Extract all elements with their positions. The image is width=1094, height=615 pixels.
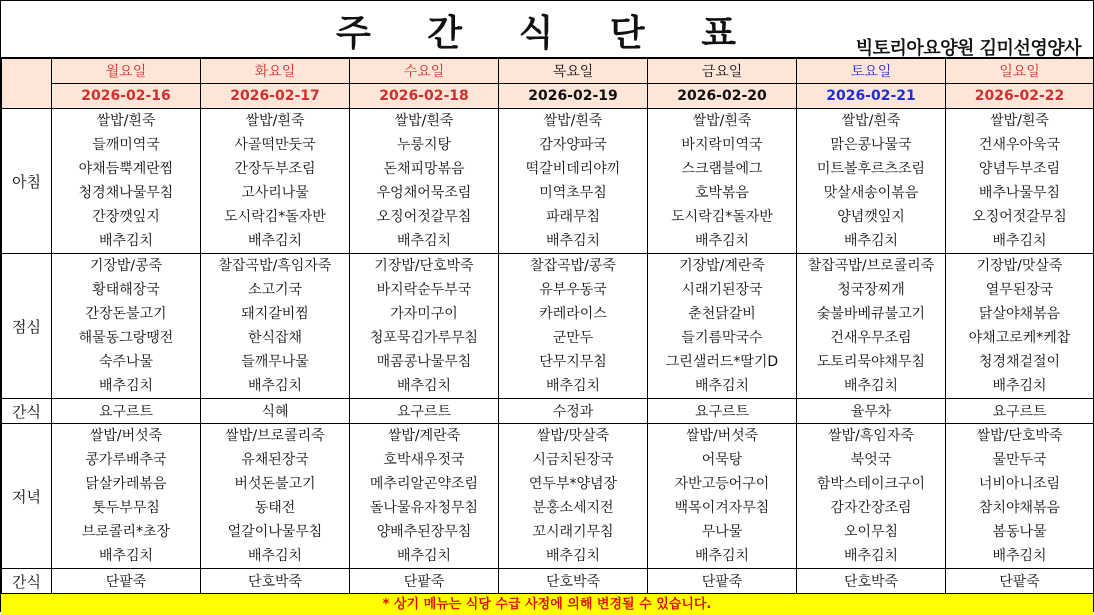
date-row	[2, 84, 1094, 109]
lunch-label: 점심	[2, 254, 52, 399]
menu-item: 쌀밥/브로콜리죽	[225, 428, 325, 444]
menu-item: 들기름막국수	[681, 330, 763, 346]
menu-item: 시래기된장국	[681, 282, 763, 298]
menu-item: 쌀밥/흰죽	[394, 113, 454, 129]
menu-item: 야채고로케*케찹	[968, 330, 1071, 346]
menu-item: 배추김치	[247, 548, 303, 564]
menu-item: 배추김치	[396, 378, 452, 394]
menu-item: 버섯돈불고기	[234, 476, 316, 492]
breakfast-menu-cell	[350, 109, 499, 254]
menu-item: 콩가루배추국	[85, 452, 167, 468]
snack-item: 단팥죽	[52, 569, 201, 594]
menu-item: 군만두	[552, 330, 594, 346]
afternoon-snack-label: 간식	[2, 399, 52, 424]
menu-item: 맛살새송이볶음	[823, 185, 919, 201]
snack-item: 율무차	[797, 399, 946, 424]
menu-item: 오이무침	[843, 524, 899, 540]
day-date: 2026-02-20	[648, 84, 797, 109]
snack-item: 단호박죽	[201, 569, 350, 594]
menu-item: 기장밥/콩죽	[89, 258, 163, 274]
dinner-menu-cell	[797, 424, 946, 569]
weekly-menu-table	[1, 58, 1094, 594]
menu-item: 열무된장국	[985, 282, 1054, 298]
breakfast-menu-cell	[648, 109, 797, 254]
snack-item: 단팥죽	[648, 569, 797, 594]
menu-item: 배추김치	[545, 548, 601, 564]
menu-item: 찰잡곡밥/콩죽	[530, 258, 616, 274]
menu-item: 쌀밥/맛살죽	[536, 428, 610, 444]
lunch-menu-cell	[946, 254, 1094, 399]
menu-item: 소고기국	[247, 282, 303, 298]
lunch-menu-cell	[797, 254, 946, 399]
evening-snack-row	[2, 569, 1094, 594]
menu-item: 오징어젓갈무침	[972, 209, 1067, 225]
day-date: 2026-02-19	[499, 84, 648, 109]
lunch-row	[2, 254, 1094, 399]
menu-item: 가자미구이	[390, 306, 458, 322]
menu-item: 호박볶음	[694, 185, 750, 201]
menu-item: 누룽지탕	[396, 137, 452, 153]
menu-item: 쌀밥/버섯죽	[685, 428, 759, 444]
menu-item: 백목이겨자무침	[674, 500, 770, 516]
menu-item: 브로콜리*초장	[81, 524, 171, 540]
menu-item: 감자양파국	[539, 137, 607, 153]
menu-item: 배추김치	[843, 378, 899, 394]
menu-item: 미역초무침	[539, 185, 607, 201]
menu-item: 호박새우젓국	[383, 452, 465, 468]
menu-item: 분홍소세지전	[532, 500, 614, 516]
menu-item: 황태해장국	[92, 282, 160, 298]
day-name: 월요일	[52, 59, 201, 84]
menu-item: 무나물	[701, 524, 743, 540]
snack-item: 단팥죽	[350, 569, 499, 594]
menu-item: 미트볼후르츠조림	[816, 161, 926, 177]
menu-item: 쌀밥/흰죽	[543, 113, 603, 129]
snack-item: 식혜	[201, 399, 350, 424]
menu-item: 배추김치	[247, 233, 303, 249]
menu-item: 너비아니조림	[978, 476, 1061, 492]
page-title: 주 간 식 단 표	[335, 13, 758, 54]
menu-item: 닭살야채볶음	[978, 306, 1061, 322]
menu-item: 기장밥/단호박죽	[374, 258, 474, 274]
menu-item: 연두부*양념장	[528, 476, 618, 492]
day-name: 화요일	[201, 59, 350, 84]
menu-item: 유부우동국	[539, 282, 607, 298]
day-date: 2026-02-16	[52, 84, 201, 109]
menu-item: 매콤콩나물무침	[376, 354, 472, 370]
menu-item: 들깨미역국	[92, 137, 160, 153]
menu-item: 건새우무조림	[830, 330, 912, 346]
menu-item: 단무지무침	[539, 354, 607, 370]
snack-item: 단팥죽	[946, 569, 1094, 594]
menu-item: 배추김치	[843, 233, 899, 249]
menu-item: 함박스테이크구이	[816, 476, 926, 492]
breakfast-row	[2, 109, 1094, 254]
menu-item: 청경채나물무침	[78, 185, 174, 201]
lunch-menu-cell	[201, 254, 350, 399]
menu-item: 우엉채어묵조림	[376, 185, 472, 201]
menu-item: 배추김치	[396, 233, 452, 249]
menu-item: 양념두부조림	[978, 161, 1061, 177]
menu-item: 쌀밥/단호박죽	[976, 428, 1063, 444]
menu-item: 카레라이스	[539, 306, 607, 322]
day-name: 금요일	[648, 59, 797, 84]
breakfast-menu-cell	[946, 109, 1094, 254]
menu-item: 청포묵김가루무침	[369, 330, 479, 346]
menu-item: 쌀밥/흑임자죽	[828, 428, 914, 444]
menu-item: 기장밥/계란죽	[679, 258, 765, 274]
day-name-row	[2, 59, 1094, 84]
breakfast-menu-cell	[52, 109, 201, 254]
menu-item: 돈채피망볶음	[383, 161, 465, 177]
menu-item: 닭살카레볶음	[85, 476, 167, 492]
menu-item: 야채듬뿍계란찜	[78, 161, 174, 177]
menu-item: 배추김치	[992, 233, 1047, 249]
day-name: 일요일	[946, 59, 1094, 84]
menu-item: 청국장찌개	[837, 282, 905, 298]
lunch-menu-cell	[499, 254, 648, 399]
menu-item: 쌀밥/흰죽	[245, 113, 305, 129]
menu-item: 배추김치	[247, 378, 303, 394]
menu-item: 배추김치	[545, 233, 601, 249]
menu-item: 톳두부무침	[92, 500, 160, 516]
evening-snack-label: 간식	[2, 569, 52, 594]
menu-item: 양념깻잎지	[837, 209, 905, 225]
menu-item: 도시락김*돌자반	[671, 209, 773, 225]
menu-item: 떡갈비데리야끼	[525, 161, 621, 177]
menu-item: 스크램블에그	[681, 161, 763, 177]
snack-item: 단호박죽	[797, 569, 946, 594]
menu-item: 배추김치	[992, 378, 1047, 394]
menu-item: 숯불바베큐불고기	[816, 306, 926, 322]
lunch-menu-cell	[350, 254, 499, 399]
menu-item: 배추김치	[396, 548, 452, 564]
breakfast-label: 아침	[2, 109, 52, 254]
lunch-menu-cell	[648, 254, 797, 399]
day-name: 토요일	[797, 59, 946, 84]
menu-item: 배추김치	[843, 548, 899, 564]
menu-item: 양배추된장무침	[376, 524, 472, 540]
menu-item: 바지락미역국	[681, 137, 763, 153]
breakfast-menu-cell	[201, 109, 350, 254]
menu-item: 고사리나물	[241, 185, 309, 201]
day-date: 2026-02-17	[201, 84, 350, 109]
snack-item: 요구르트	[52, 399, 201, 424]
menu-item: 꼬시래기무침	[532, 524, 614, 540]
menu-item: 청경채겉절이	[978, 354, 1061, 370]
menu-item: 감자간장조림	[830, 500, 912, 516]
dinner-menu-cell	[648, 424, 797, 569]
menu-item: 배추김치	[992, 548, 1047, 564]
day-name: 수요일	[350, 59, 499, 84]
snack-item: 요구르트	[350, 399, 499, 424]
dinner-menu-cell	[201, 424, 350, 569]
menu-item: 간장깻잎지	[92, 209, 160, 225]
menu-item: 유채된장국	[241, 452, 309, 468]
title-bar	[1, 1, 1093, 58]
dinner-menu-cell	[350, 424, 499, 569]
menu-item: 쌀밥/흰죽	[96, 113, 156, 129]
menu-item: 쌀밥/흰죽	[692, 113, 752, 129]
lunch-menu-cell	[52, 254, 201, 399]
menu-item: 동태전	[254, 500, 296, 516]
menu-item: 간장두부조림	[234, 161, 316, 177]
menu-item: 찰잡곡밥/브로콜리죽	[807, 258, 935, 274]
menu-item: 한식잡채	[247, 330, 303, 346]
menu-item: 참치야채볶음	[978, 500, 1061, 516]
dinner-menu-cell	[52, 424, 201, 569]
day-date: 2026-02-18	[350, 84, 499, 109]
menu-item: 배추김치	[694, 378, 750, 394]
menu-item: 배추김치	[98, 378, 154, 394]
menu-item: 그린샐러드*딸기D	[665, 354, 779, 370]
menu-item: 쌀밥/흰죽	[841, 113, 901, 129]
menu-item: 자반고등어구이	[674, 476, 770, 492]
menu-item: 바지락순두부국	[376, 282, 472, 298]
facility-subtitle: 빅토리아요양원 김미선영양사	[855, 38, 1081, 59]
menu-item: 맑은콩나물국	[830, 137, 912, 153]
menu-item: 돌나물유자청무침	[369, 500, 479, 516]
dinner-menu-cell	[499, 424, 648, 569]
day-date: 2026-02-22	[946, 84, 1094, 109]
menu-item: 사골떡만둣국	[234, 137, 316, 153]
dinner-label: 저녁	[2, 424, 52, 569]
menu-item: 기장밥/맛살죽	[976, 258, 1063, 274]
menu-item: 간장돈불고기	[85, 306, 167, 322]
dinner-menu-cell	[946, 424, 1094, 569]
menu-item: 건새우아욱국	[978, 137, 1061, 153]
menu-item: 들깨무나물	[241, 354, 309, 370]
snack-item: 단호박죽	[499, 569, 648, 594]
menu-item: 도시락김*돌자반	[224, 209, 326, 225]
menu-item: 쌀밥/흰죽	[990, 113, 1049, 129]
snack-item: 요구르트	[946, 399, 1094, 424]
menu-item: 배추김치	[98, 233, 154, 249]
breakfast-menu-cell	[499, 109, 648, 254]
menu-item: 배추김치	[545, 378, 601, 394]
dinner-row	[2, 424, 1094, 569]
afternoon-snack-row	[2, 399, 1094, 424]
menu-item: 메추리알곤약조림	[369, 476, 479, 492]
menu-item: 배추김치	[98, 548, 154, 564]
change-notice: * 상기 메뉴는 식당 수급 사정에 의해 변경될 수 있습니다.	[1, 594, 1093, 615]
menu-item: 해물동그랑땡전	[78, 330, 174, 346]
snack-item: 수정과	[499, 399, 648, 424]
breakfast-menu-cell	[797, 109, 946, 254]
menu-item: 쌀밥/계란죽	[387, 428, 461, 444]
menu-item: 도토리묵야채무침	[816, 354, 926, 370]
menu-item: 배추김치	[694, 233, 750, 249]
corner-cell	[2, 59, 52, 109]
menu-item: 찰잡곡밥/흑임자죽	[218, 258, 332, 274]
menu-item: 봄동나물	[992, 524, 1047, 540]
menu-item: 배추나물무침	[978, 185, 1061, 201]
menu-item: 숙주나물	[98, 354, 154, 370]
menu-item: 돼지갈비찜	[241, 306, 309, 322]
day-date: 2026-02-21	[797, 84, 946, 109]
snack-item: 요구르트	[648, 399, 797, 424]
menu-item: 시금치된장국	[532, 452, 614, 468]
menu-item: 배추김치	[694, 548, 750, 564]
menu-item: 어묵탕	[701, 452, 743, 468]
day-name: 목요일	[499, 59, 648, 84]
menu-item: 춘천닭갈비	[688, 306, 756, 322]
menu-item: 북엇국	[850, 452, 892, 468]
menu-item: 파래무침	[545, 209, 601, 225]
menu-item: 오징어젓갈무침	[376, 209, 472, 225]
menu-item: 물만두국	[992, 452, 1047, 468]
menu-item: 얼갈이나물무침	[227, 524, 323, 540]
menu-item: 쌀밥/버섯죽	[89, 428, 163, 444]
